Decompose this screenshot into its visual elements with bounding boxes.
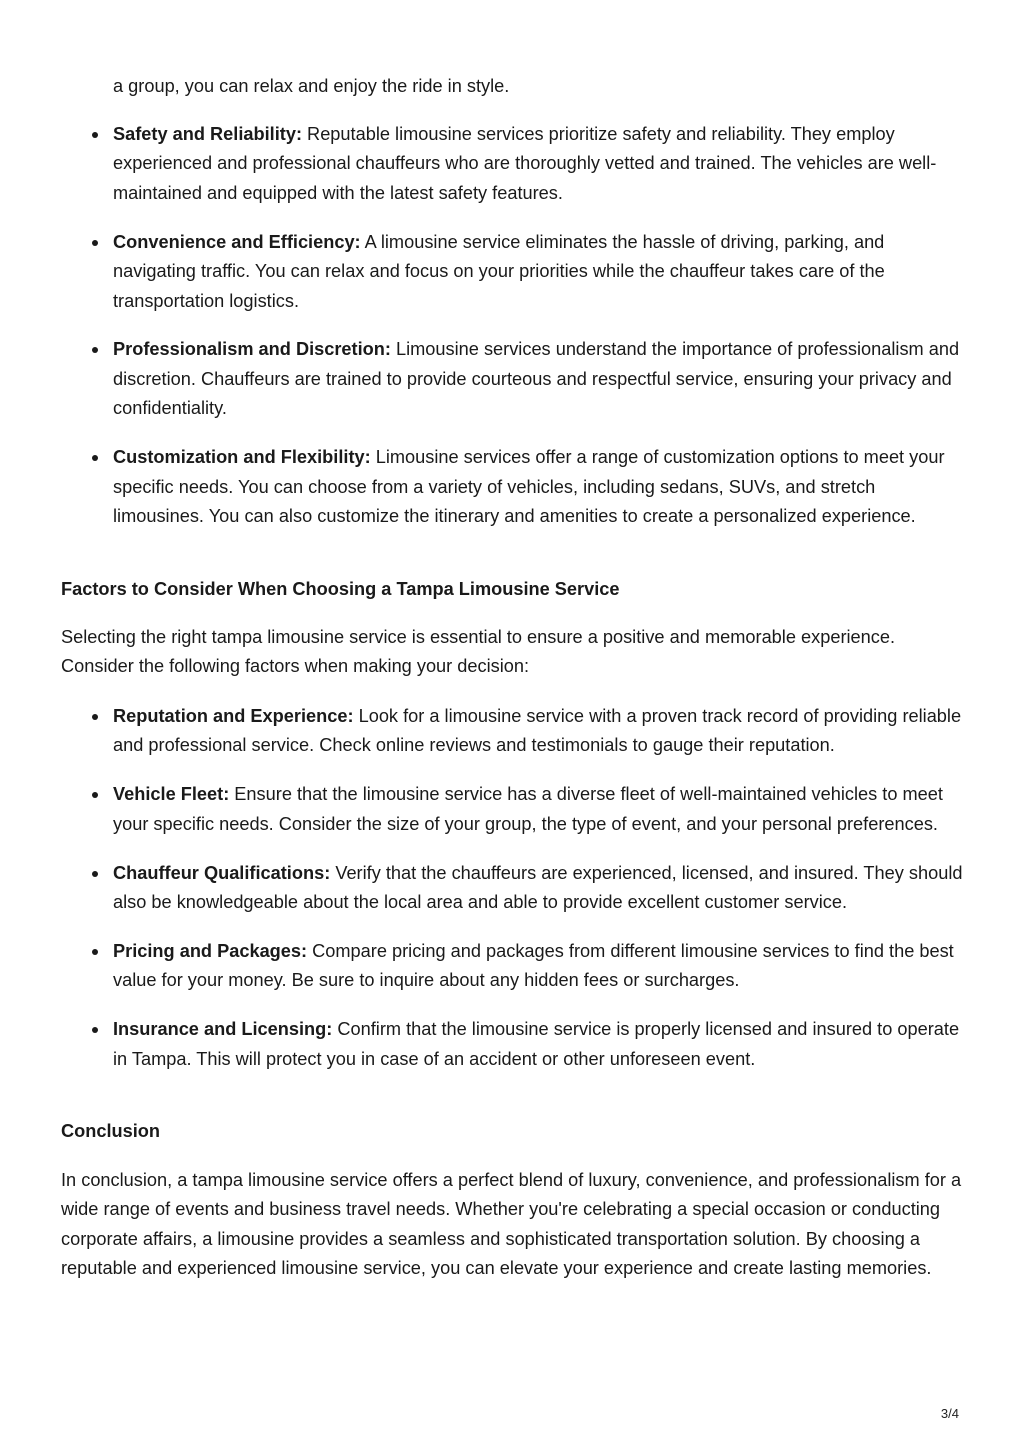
list-item-text: Confirm that the limousine service is properly licensed and insured to operate in Tampa. This will protect you in case of an accident or other unforeseen event. [113, 1019, 960, 1069]
list-item [61, 702, 971, 761]
list-item-term: Customization and Flexibility: [113, 447, 371, 468]
list-item-text: Compare pricing and packages from different limousine services to find the best value for your money. Be sure to inquire about any hidden fees or surcharges. [113, 940, 954, 991]
section-heading-conclusion: Conclusion [61, 1121, 161, 1141]
bullet-icon [92, 1027, 98, 1033]
list-item-term: Vehicle Fleet: [113, 784, 230, 805]
list-item-term: Chauffeur Qualifications: [113, 862, 331, 883]
list-item-term: Insurance and Licensing: [113, 1019, 333, 1040]
benefits-list [61, 120, 971, 551]
list-item [61, 859, 971, 918]
list-item-text: Limousine services understand the importance of professionalism and discretion. Chauffeurs are trained to provide courteous and respectful service, ensuring your privacy and confidentiality. [113, 339, 960, 419]
list-item [61, 937, 971, 996]
list-item-term: Pricing and Packages: [113, 940, 308, 961]
bullet-icon [92, 455, 98, 461]
list-item-term: Professionalism and Discretion: [113, 339, 391, 360]
bullet-icon [92, 240, 98, 246]
list-item-text: Ensure that the limousine service has a diverse fleet of well-maintained vehicles to meet your specific needs. Consider the size of your group, the type of event, and your personal preferences. [113, 784, 943, 834]
list-item-text: Limousine services offer a range of customization options to meet your specific needs. You can choose from a variety of vehicles, including sedans, SUVs, and stretch limousines. You can also customize the itinerary and amenities to create a personalized experience. [113, 447, 945, 526]
bullet-icon [92, 132, 98, 138]
bullet-icon [92, 714, 98, 720]
list-item-term: Convenience and Efficiency: [113, 231, 361, 252]
list-item-term: Safety and Reliability: [113, 124, 302, 144]
list-item-text: Reputable limousine services prioritize safety and reliability. They employ experienced and professional chauffeurs who are thoroughly vetted and trained. The vehicles are well-maintained and equipped with the latest safety features. [113, 124, 937, 203]
bullet-icon [92, 792, 98, 798]
page-number: 3/4 [940, 1406, 959, 1421]
bullet-icon [92, 871, 98, 877]
list-item [61, 228, 971, 316]
list-item [61, 780, 971, 839]
list-item [61, 1015, 971, 1074]
conclusion-paragraph: In conclusion, a tampa limousine service offers a perfect blend of luxury, convenience, and professionalism for a wide range of events and business travel needs. Whether you're celebrating a special occasion or conducting corporate affairs, a limousine provides a seamless and sophisticated transportation solution. By choosing a reputable and experienced limousine service, you can elevate your experience and create lasting memories. [61, 1170, 962, 1279]
section-heading-factors: Factors to Consider When Choosing a Tampa Limousine Service [61, 579, 620, 599]
list-item [61, 120, 971, 208]
intro-continuation-text: a group, you can relax and enjoy the ride in style. [113, 76, 510, 96]
list-item [61, 335, 971, 423]
factors-list [61, 702, 971, 1094]
list-item-text: A limousine service eliminates the hassle of driving, parking, and navigating traffic. You can relax and focus on your priorities while the chauffeur takes care of the transportation logistics. [113, 231, 885, 311]
list-item-text: Verify that the chauffeurs are experienced, licensed, and insured. They should also be knowledgeable about the local area and able to provide excellent customer service. [113, 862, 963, 913]
list-item-text: Look for a limousine service with a proven track record of providing reliable and professional service. Check online reviews and testimonials to gauge their reputation. [113, 706, 962, 756]
bullet-icon [92, 347, 98, 353]
factors-intro-paragraph: Selecting the right tampa limousine service is essential to ensure a positive and memorable experience. Consider the following factors when making your decision: [61, 627, 896, 677]
bullet-icon [92, 949, 98, 955]
list-item [61, 443, 971, 531]
list-item-term: Reputation and Experience: [113, 706, 354, 726]
